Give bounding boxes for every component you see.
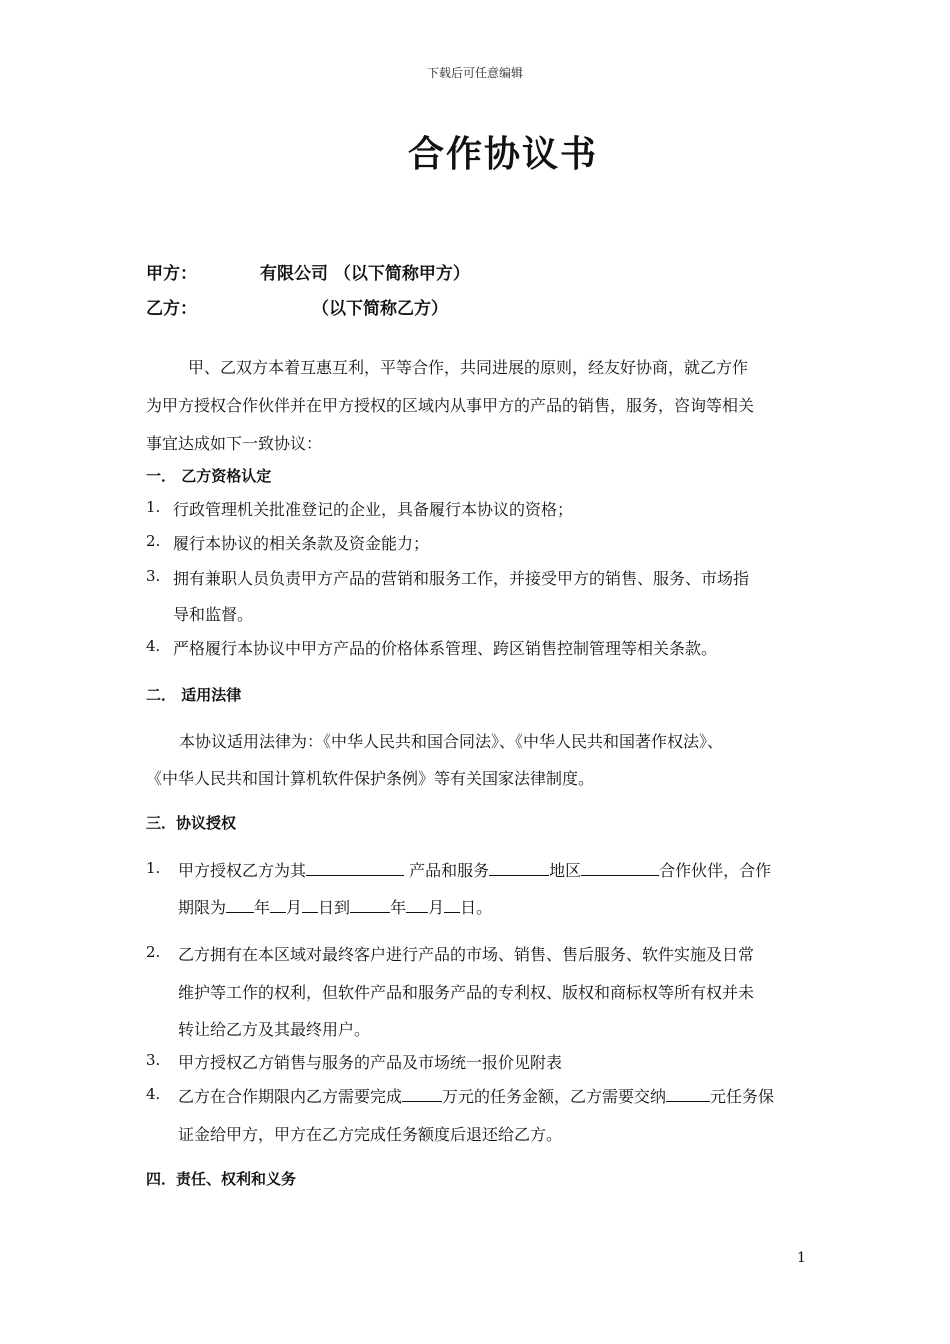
blank-deposit xyxy=(666,1087,710,1102)
s1-item-3-text: 拥有兼职人员负责甲方产品的营销和服务工作，并接受甲方的销售、服务、市场指 xyxy=(173,569,750,588)
s1-item-1-number: 1. xyxy=(146,498,161,516)
header-note: 下载后可任意编辑 xyxy=(426,66,523,80)
blank-start-day xyxy=(302,898,318,913)
s3-item-1-number: 1. xyxy=(146,859,161,877)
blank-end-year xyxy=(350,898,390,913)
blank-task-amount xyxy=(402,1087,442,1102)
s3-item-4-number: 4. xyxy=(146,1085,161,1103)
section-4-heading: 四．责任、权利和义务 xyxy=(146,1170,297,1188)
blank-start-month xyxy=(270,898,286,913)
section-2-line-2: 《中华人民共和国计算机软件保护条例》等有关国家法律制度。 xyxy=(146,769,595,788)
section-1-heading: 一． 乙方资格认定 xyxy=(146,467,272,485)
s3-item-2-number: 2. xyxy=(146,943,161,961)
intro-line-3: 事宜达成如下一致协议： xyxy=(146,434,323,453)
s3-item-2-line-2: 维护等工作的权利，但软件产品和服务产品的专利权、版权和商标权等所有权并未 xyxy=(178,983,755,1002)
party-a-label: 甲方： xyxy=(146,264,197,284)
s1-item-4-number: 4. xyxy=(146,637,161,655)
s1-item-4-text: 严格履行本协议中甲方产品的价格体系管理、跨区销售控制管理等相关条款。 xyxy=(173,639,718,658)
blank-product xyxy=(489,861,549,876)
blank-end-month xyxy=(406,898,428,913)
intro-line-2: 为甲方授权合作伙伴并在甲方授权的区域内从事甲方的产品的销售，服务，咨询等相关 xyxy=(146,396,755,415)
s3-item-4-line-1: 乙方在合作期限内乙方需要完成 万元的任务金额，乙方需要交纳 元任务保 xyxy=(178,1087,775,1106)
s3-item-2-line-3: 转让给乙方及其最终用户。 xyxy=(178,1020,371,1039)
s1-item-1-text: 行政管理机关批准登记的企业，具备履行本协议的资格； xyxy=(173,500,574,519)
section-3-heading: 三．协议授权 xyxy=(146,814,237,832)
s1-item-3-number: 3. xyxy=(146,567,161,585)
party-a xyxy=(146,259,470,284)
party-b xyxy=(146,294,448,319)
party-b-value: （以下简称乙方） xyxy=(312,299,448,319)
s3-item-1-line-2: 期限为 年 月 日到 年 月 日。 xyxy=(178,898,493,917)
blank-end-day xyxy=(444,898,460,913)
section-2-heading: 二． 适用法律 xyxy=(146,686,242,704)
blank-start-year xyxy=(226,898,254,913)
section-2-line-1: 本协议适用法律为：《中华人民共和国合同法》、《中华人民共和国著作权法》、 xyxy=(179,732,724,751)
document-title: 合作协议书 xyxy=(407,133,598,175)
party-b-label: 乙方： xyxy=(146,299,197,319)
s1-item-2-text: 履行本协议的相关条款及资金能力； xyxy=(173,534,430,553)
s3-item-2-line-1: 乙方拥有在本区域对最终客户进行产品的市场、销售、售后服务、软件实施及日常 xyxy=(178,945,755,964)
page-number: 1 xyxy=(797,1250,806,1266)
blank-partner-name xyxy=(306,861,404,876)
party-a-value: 有限公司 （以下简称甲方） xyxy=(260,264,470,284)
s3-item-1-line-1: 甲方授权乙方为其 产品和服务 地区 合作伙伴，合作 xyxy=(178,861,772,880)
intro-line-1: 甲、乙双方本着互惠互利，平等合作，共同进展的原则，经友好协商，就乙方作 xyxy=(188,358,749,377)
s1-item-3-continuation: 导和监督。 xyxy=(173,605,254,624)
s1-item-2-number: 2. xyxy=(146,532,161,550)
blank-region xyxy=(581,861,659,876)
s3-item-3-number: 3. xyxy=(146,1051,161,1069)
s3-item-4-line-2: 证金给甲方，甲方在乙方完成任务额度后退还给乙方。 xyxy=(178,1125,563,1144)
s3-item-3-text: 甲方授权乙方销售与服务的产品及市场统一报价见附表 xyxy=(178,1053,563,1072)
